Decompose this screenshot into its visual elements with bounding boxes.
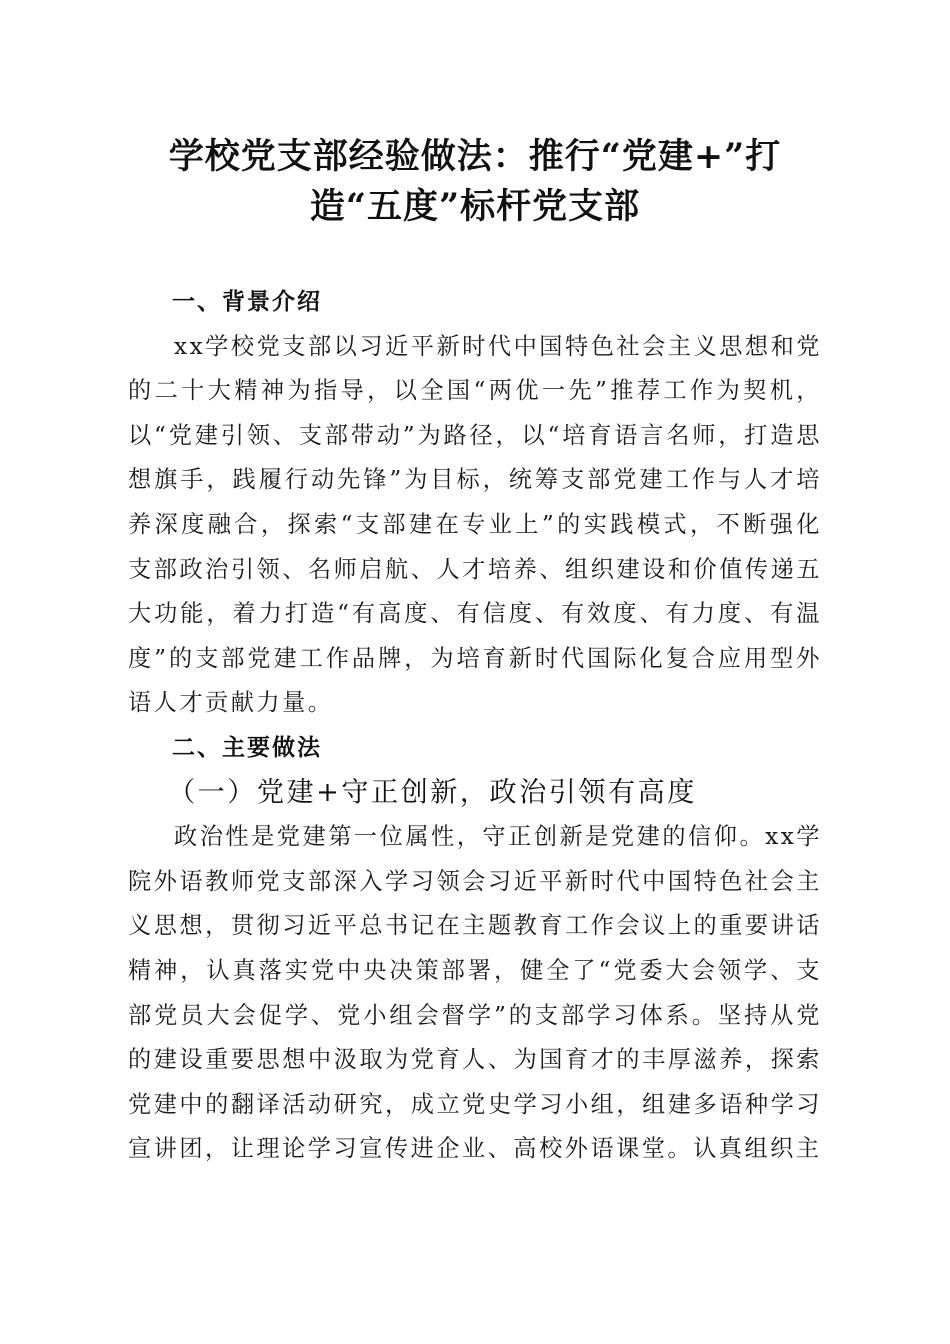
document-title-line-2: 造“五度”标杆党支部	[309, 186, 641, 227]
document-title-line-1: 学校党支部经验做法：推行“党建+”打	[168, 136, 782, 177]
section-heading-background: 一、背景介绍	[172, 289, 322, 315]
subsection-heading-1: （一）党建+守正创新，政治引领有高度	[168, 776, 697, 808]
document-body	[128, 280, 822, 1172]
section-heading-main-practices: 二、主要做法	[172, 734, 322, 761]
background-paragraph: xx学校党支部以习近平新时代中国特色社会主义思想和党的二十大精神为指导，以全国“两优一先”推荐工作为契机，以“党建引领、支部带动”为路径，以“培育语言名师，打造思想旗手，践履行动先锋”为目标，统筹支部党建工作与人才培养深度融合，探索“支部建在专业上”的实践模式，不断强化支部政治引领、名师启航、人才培养、组织建设和价值传递五大功能，着力打造“有高度、有信度、有效度、有力度、有温度”的支部党建工作品牌，为培育新时代国际化复合应用型外语人才贡献力量。	[128, 332, 822, 717]
document-title	[120, 132, 830, 232]
main-practices-paragraph: 政治性是党建第一位属性，守正创新是党建的信仰。xx学院外语教师党支部深入学习领会习近平新时代中国特色社会主义思想，贯彻习近平总书记在主题教育工作会议上的重要讲话精神，认真落实党中央决策部署，健全了“党委大会领学、支部党员大会促学、党小组会督学”的支部学习体系。坚持从党的建设重要思想中汲取为党育人、为国育才的丰厚滋养，探索党建中的翻译活动研究，成立党史学习小组，组建多语种学习宣讲团，让理论学习宣传进企业、高校外语课堂。认真组织主	[128, 823, 822, 1163]
